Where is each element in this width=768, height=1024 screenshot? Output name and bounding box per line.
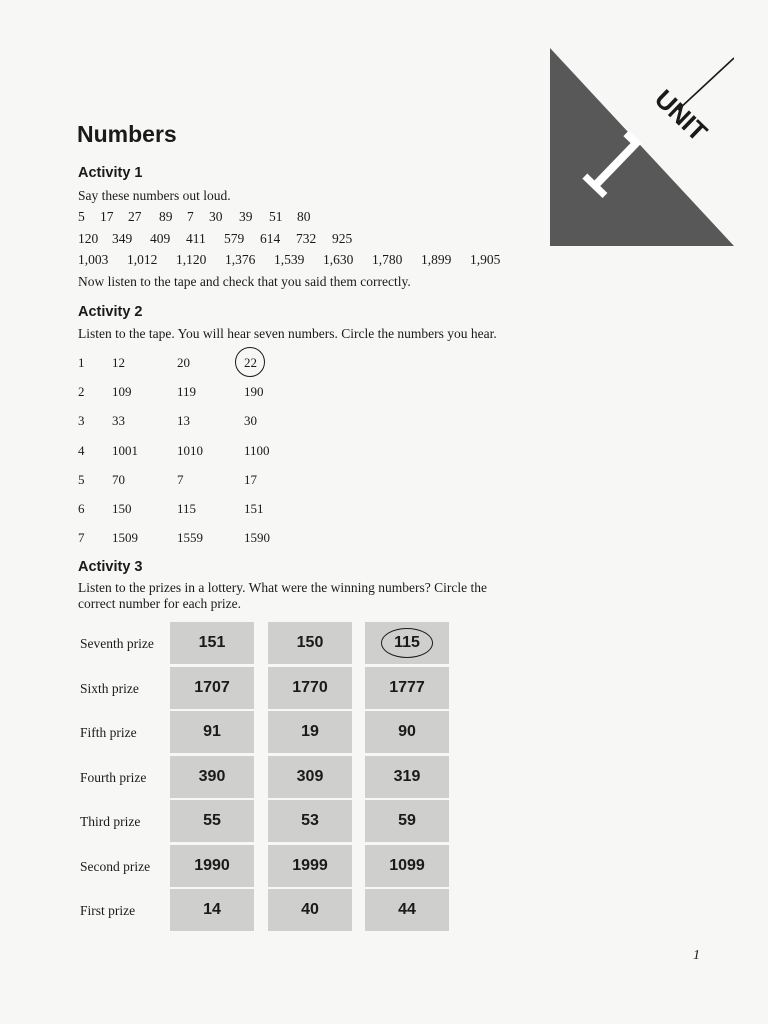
number-option[interactable]: 119 xyxy=(177,384,197,400)
number: 80 xyxy=(297,209,311,224)
prize-number-option[interactable] xyxy=(365,756,449,798)
prize-number: 1999 xyxy=(292,856,328,874)
number-option[interactable]: 190 xyxy=(244,384,264,400)
number: 1,780 xyxy=(372,252,403,267)
row-number: 1 xyxy=(78,355,85,370)
number: 1,630 xyxy=(323,252,354,267)
number-option[interactable]: 22 xyxy=(244,355,257,371)
page-number: 1 xyxy=(693,948,700,963)
prize-number-option[interactable] xyxy=(268,667,352,709)
prize-number: 1099 xyxy=(389,856,425,874)
prize-number: 1990 xyxy=(194,856,230,874)
row-number: 6 xyxy=(78,501,85,516)
row-number: 4 xyxy=(78,442,85,458)
prize-number-option[interactable] xyxy=(365,711,449,753)
prize-label: Seventh prize xyxy=(80,636,154,651)
unit-tab-graphic xyxy=(550,48,734,248)
number: 120 xyxy=(78,231,99,246)
prize-number-option[interactable] xyxy=(170,667,254,709)
number: 89 xyxy=(159,209,173,224)
prize-number-option[interactable] xyxy=(268,711,352,753)
number: 39 xyxy=(239,209,253,224)
activity-1-numbers-line-1 xyxy=(78,209,311,225)
number: 30 xyxy=(209,209,223,224)
activity-2-instruction: Listen to the tape. You will hear seven numbers. Circle the numbers you hear. xyxy=(78,326,497,341)
prize-number: 319 xyxy=(393,767,421,785)
prize-number: 14 xyxy=(203,901,221,918)
number: 925 xyxy=(332,231,353,246)
activity-1-instruction: Say these numbers out loud. xyxy=(78,188,231,203)
number-option[interactable]: 115 xyxy=(177,501,197,516)
prize-number: 390 xyxy=(198,767,226,785)
prize-number: 1777 xyxy=(389,678,425,696)
unit-tab-triangle xyxy=(550,48,734,246)
activity-3-instruction-line-1: Listen to the prizes in a lottery. What were the winning numbers? Circle the xyxy=(78,580,488,595)
activity-3-heading: Activity 3 xyxy=(78,559,143,575)
number-option[interactable]: 1001 xyxy=(112,442,138,458)
number: 614 xyxy=(260,231,281,246)
number-option[interactable]: 1010 xyxy=(177,442,203,458)
prize-number: 90 xyxy=(398,723,416,740)
row-number: 7 xyxy=(78,530,85,546)
prize-number-option[interactable] xyxy=(268,800,352,842)
number-option[interactable]: 33 xyxy=(112,413,125,429)
prize-number: 19 xyxy=(301,723,319,740)
number-option[interactable]: 7 xyxy=(177,471,184,487)
number-option[interactable]: 150 xyxy=(112,501,132,516)
prize-number-option[interactable] xyxy=(365,622,449,664)
number: 349 xyxy=(112,231,133,246)
prize-number-option[interactable] xyxy=(170,845,254,887)
number: 1,012 xyxy=(127,252,158,267)
circle-mark xyxy=(235,347,265,377)
number: 411 xyxy=(186,231,206,246)
activity-1-follow-up: Now listen to the tape and check that you said them correctly. xyxy=(78,274,411,289)
prize-number-option[interactable] xyxy=(365,667,449,709)
prize-number-option[interactable] xyxy=(170,800,254,842)
prize-number-option[interactable] xyxy=(268,756,352,798)
activity-1-numbers-line-2 xyxy=(78,231,352,247)
prize-number-option[interactable] xyxy=(365,845,449,887)
number-option[interactable]: 13 xyxy=(177,413,190,429)
number-option[interactable]: 20 xyxy=(177,355,190,370)
prize-label: Sixth prize xyxy=(80,680,139,696)
number: 1,899 xyxy=(421,252,452,267)
prize-number: 309 xyxy=(296,767,324,785)
prize-label: Fourth prize xyxy=(80,769,147,785)
prize-number: 59 xyxy=(398,812,416,829)
prize-label: Fifth prize xyxy=(80,725,137,740)
prize-number-option[interactable] xyxy=(268,845,352,887)
number-option[interactable]: 151 xyxy=(244,501,264,516)
row-number: 3 xyxy=(78,413,85,429)
number: 1,905 xyxy=(470,252,501,267)
prize-number-option[interactable] xyxy=(365,889,449,931)
prize-number: 150 xyxy=(296,634,324,651)
number-option[interactable]: 17 xyxy=(244,471,257,487)
activity-2-heading: Activity 2 xyxy=(78,304,143,320)
prize-number: 55 xyxy=(203,812,221,829)
prize-label: First prize xyxy=(80,903,136,918)
prize-number: 53 xyxy=(301,812,319,829)
number-option[interactable]: 1100 xyxy=(244,442,270,458)
activity-3-instruction-line-2: correct number for each prize. xyxy=(78,596,242,611)
number: 7 xyxy=(187,209,194,224)
activity-1-numbers-line-3 xyxy=(78,252,500,268)
number: 409 xyxy=(150,231,171,246)
prize-number-option[interactable] xyxy=(170,756,254,798)
prize-number-option[interactable] xyxy=(170,889,254,931)
number-option[interactable]: 1590 xyxy=(244,530,270,546)
unit-tab-label: UNIT xyxy=(648,83,714,148)
circle-mark xyxy=(381,628,433,658)
number: 1,003 xyxy=(78,252,109,267)
number: 1,120 xyxy=(176,252,207,267)
prize-number: 44 xyxy=(398,901,416,918)
number: 17 xyxy=(100,209,114,224)
number: 5 xyxy=(78,209,85,224)
row-number: 5 xyxy=(78,471,85,487)
row-number: 2 xyxy=(78,384,85,400)
prize-number: 91 xyxy=(203,723,221,740)
number-option[interactable]: 1559 xyxy=(177,530,203,546)
prize-number: 115 xyxy=(394,634,420,651)
number: 1,539 xyxy=(274,252,305,267)
number: 579 xyxy=(224,231,245,246)
prize-number-option[interactable] xyxy=(268,889,352,931)
prize-number: 1707 xyxy=(194,678,230,696)
prize-number-option[interactable] xyxy=(365,800,449,842)
number-option[interactable]: 1509 xyxy=(112,530,138,546)
number-option[interactable]: 12 xyxy=(112,355,125,370)
number-option[interactable]: 109 xyxy=(112,384,132,400)
activity-1-heading: Activity 1 xyxy=(78,165,143,181)
number: 27 xyxy=(128,209,142,224)
number: 732 xyxy=(296,231,317,246)
page-title: Numbers xyxy=(77,121,177,147)
prize-number: 151 xyxy=(198,634,226,651)
prize-number-option[interactable] xyxy=(170,622,254,664)
prize-number-option[interactable] xyxy=(170,711,254,753)
number-option[interactable]: 30 xyxy=(244,413,257,429)
prize-number: 40 xyxy=(301,901,319,918)
prize-number-option[interactable] xyxy=(268,622,352,664)
prize-number: 1770 xyxy=(292,678,328,696)
prize-label: Second prize xyxy=(80,858,151,874)
number: 1,376 xyxy=(225,252,256,267)
prize-label: Third prize xyxy=(80,814,141,829)
number-option[interactable]: 70 xyxy=(112,471,125,487)
number: 51 xyxy=(269,209,283,224)
